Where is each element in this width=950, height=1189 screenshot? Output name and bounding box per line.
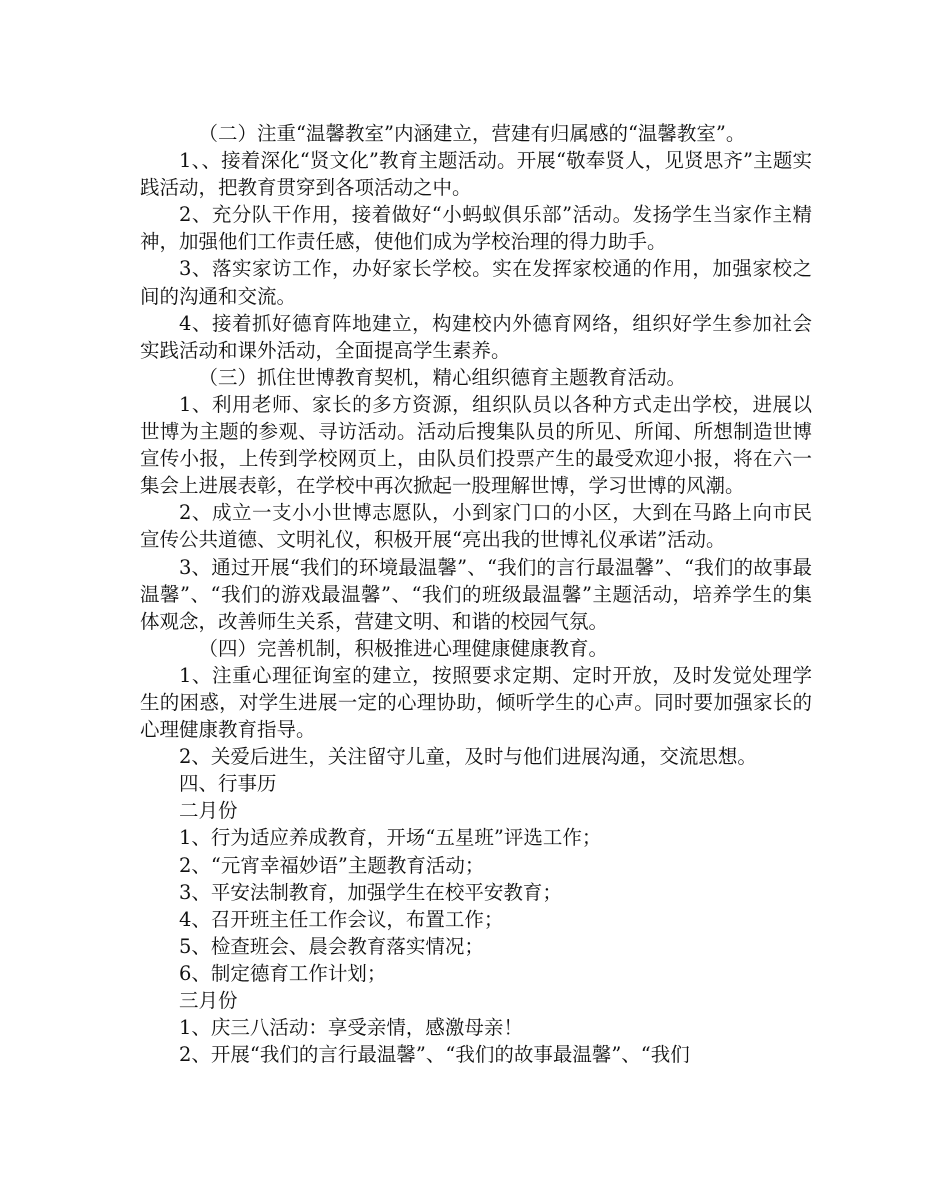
- list-item: 4、召开班主任工作会议，布置工作；: [179, 907, 504, 931]
- list-item: 2、开展“我们的言行最温馨”、“我们的故事最温馨”、“我们: [179, 1043, 690, 1067]
- paragraph: 3、通过开展“我们的环境最温馨”、“我们的言行最温馨”、“我们的故事最温馨”、“我们的游戏最温馨”、“我们的班级最温馨”主题活动，培养学生的集体观念，改善师生关系，营建文明、和谐的校园气氛。: [140, 555, 812, 633]
- document-body: [140, 120, 812, 1068]
- paragraph: 3、落实家访工作，办好家长学校。实在发挥家校通的作用，加强家校之间的沟通和交流。: [140, 257, 812, 308]
- list-item: 3、平安法制教育，加强学生在校平安教育；: [179, 880, 562, 904]
- list-item: 5、检查班会、晨会教育落实情况；: [179, 934, 484, 958]
- paragraph: 1、注重心理征询室的建立，按照要求定期、定时开放，及时发觉处理学生的困惑，对学生进展一定的心理协助，倾听学生的心声。同时要加强家长的心理健康教育指导。: [140, 663, 812, 742]
- section-heading-4: （四）完善机制，积极推进心理健康健康教育。: [198, 636, 609, 660]
- list-item: 1、庆三八活动：享受亲情，感激母亲！: [179, 1016, 523, 1040]
- section-heading-2: （二）注重“温馨教室”内涵建立，营建有归属感的“温馨教室”。: [198, 122, 746, 145]
- list-item: 2、“元宵幸福妙语”主题教育活动；: [179, 853, 485, 877]
- month-heading-march: 三月份: [179, 989, 238, 1012]
- paragraph: 2、成立一支小小世博志愿队，小到家门口的小区，大到在马路上向市民宣传公共道德、文明礼仪，积极开展“亮出我的世博礼仪承诺”活动。: [140, 501, 812, 552]
- paragraph: 2、关爱后进生，关注留守儿童，及时与他们进展沟通，交流思想。: [179, 745, 757, 769]
- list-item: 1、行为适应养成教育，开场“五星班”评选工作；: [179, 826, 602, 850]
- section-heading-calendar: 四、行事历: [179, 772, 277, 796]
- section-heading-3: （三）抓住世博教育契机，精心组织德育主题教育活动。: [198, 365, 687, 389]
- paragraph: 1、、接着深化“贤文化”教育主题活动。开展“敬奉贤人，见贤思齐”主题实践活动，把教育贯穿到各项活动之中。: [140, 149, 812, 200]
- paragraph: 1、利用老师、家长的多方资源，组织队员以各种方式走出学校，进展以世博为主题的参观、寻访活动。活动后搜集队员的所见、所闻、所想制造世博宣传小报，上传到学校网页上，由队员们投票产生的最受欢迎小报，将在六一集会上进展表彰，在学校中再次掀起一股理解世博，学习世博的风潮。: [140, 392, 812, 498]
- paragraph: 4、接着抓好德育阵地建立，构建校内外德育网络，组织好学生参加社会实践活动和课外活动，全面提高学生素养。: [140, 311, 812, 362]
- month-heading-february: 二月份: [179, 799, 238, 823]
- paragraph: 2、充分队干作用，接着做好“小蚂蚁俱乐部”活动。发扬学生当家作主精神，加强他们工作责任感，使他们成为学校治理的得力助手。: [140, 203, 812, 254]
- list-item: 6、制定德育工作计划；: [179, 961, 387, 985]
